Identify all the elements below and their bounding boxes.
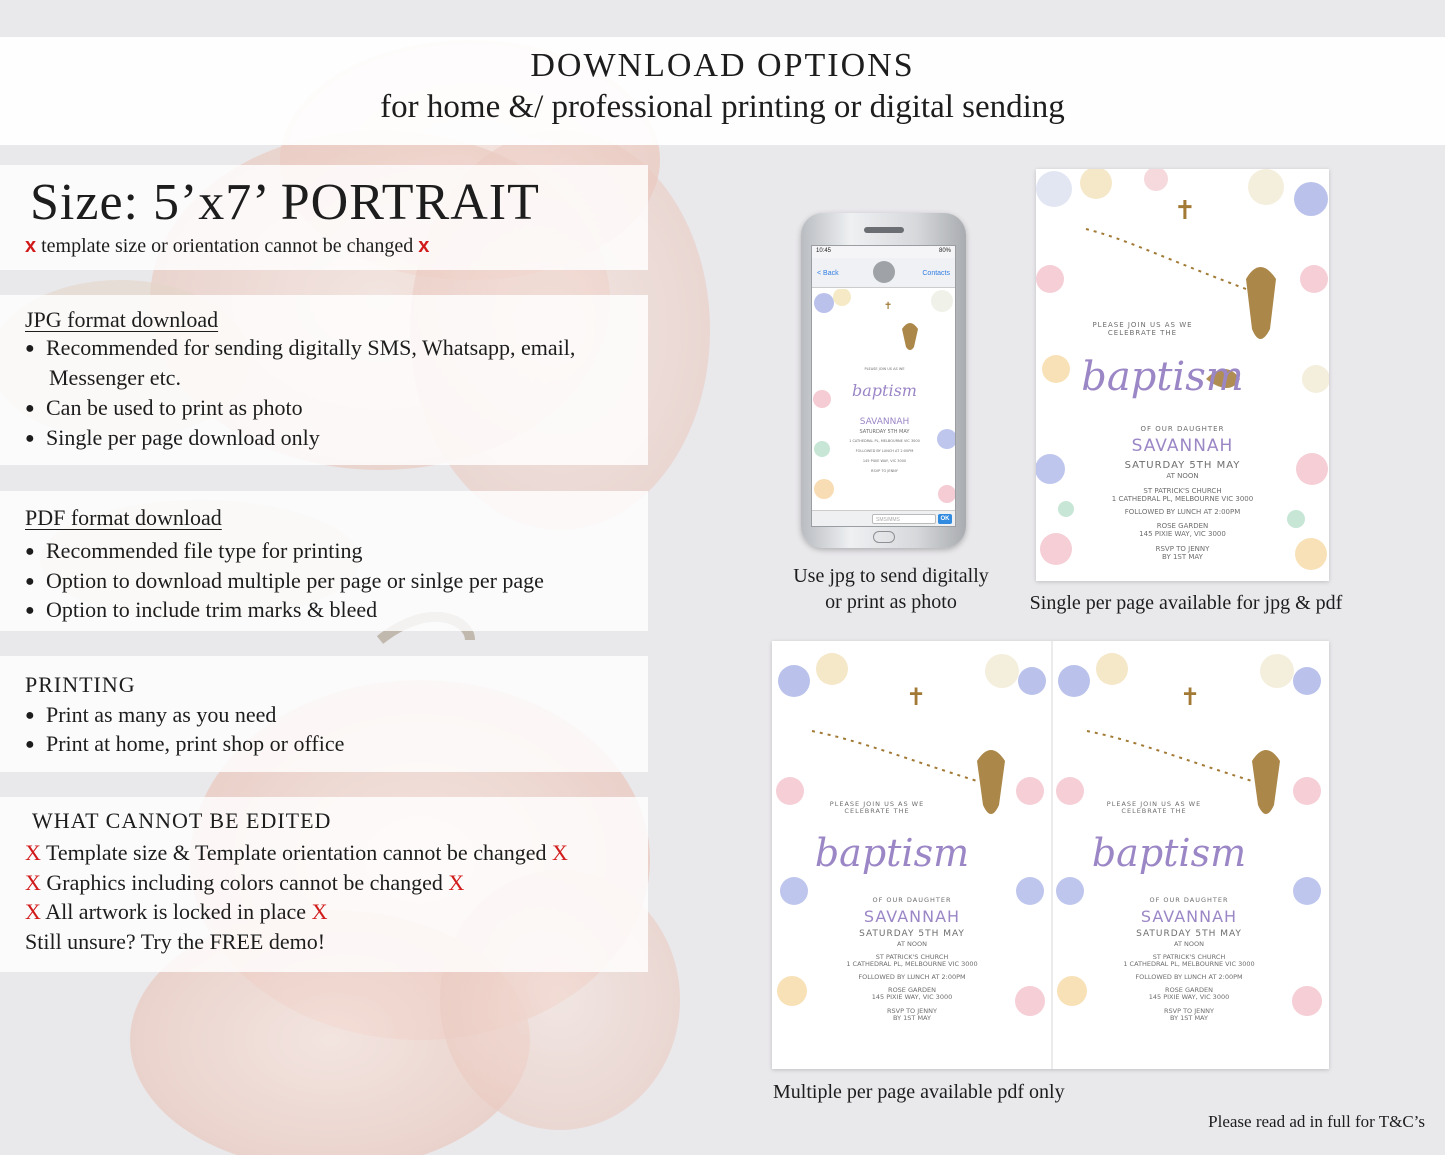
home-button	[873, 531, 895, 543]
single-caption: Single per page available for jpg & pdf	[1029, 592, 1343, 614]
message-input-bar	[812, 510, 955, 526]
jpg-heading: JPG format download	[25, 307, 219, 332]
list-item: ● Can be used to print as photo	[25, 395, 303, 420]
phone-speaker	[864, 227, 904, 233]
phone-caption-line2: or print as photo	[825, 591, 957, 613]
multiple-caption: Multiple per page available pdf only	[773, 1081, 1065, 1103]
list-item: Messenger etc.	[49, 365, 181, 390]
printing-panel	[0, 656, 648, 772]
pdf-heading: PDF format download	[25, 505, 222, 530]
list-item: ● Option to include trim marks & bleed	[25, 597, 378, 622]
invitation-intro-2: CELEBRATE THE	[1107, 329, 1178, 337]
svg-text:✝: ✝	[884, 301, 893, 312]
list-item: ● Single per page download only	[25, 425, 320, 450]
size-panel	[0, 165, 648, 270]
phone-invitation: ✝ PLEASE JOIN US AS WE baptism SAVANNAH SATURDAY 5TH MAY 1 CATHEDRAL PL, MELBOURNE VIC 3000 FOLLOWED BY LUNCH AT 2:00PM 145 PIXIE WAY, VIC 3000 RSVP TO JENNY	[812, 289, 956, 511]
red-x-mark: x	[25, 235, 37, 257]
pdf-panel	[0, 491, 648, 631]
jpg-panel	[0, 295, 648, 465]
list-item: X Graphics including colors cannot be changed X	[25, 870, 465, 895]
list-item: ● Print as many as you need	[25, 702, 277, 727]
invitation-copy-left: PLEASE JOIN US AS WE CELEBRATE THE baptism OF OUR DAUGHTER SAVANNAH SATURDAY 5TH MAY AT NOON ST PATRICK'S CHURCH 1 CATHEDRAL PL, MELBOURNE VIC 3000 FOLLOWED BY LUNCH AT 2:00PM ROSE GARDEN 145 PIXIE WAY, VIC 3000 RSVP TO JENNY BY 1ST MAY	[814, 800, 978, 1022]
message-input[interactable]: SMS/MMS	[872, 514, 936, 524]
invitation-name: SAVANNAH	[1131, 436, 1234, 456]
invitation-event: baptism	[1081, 354, 1244, 400]
avatar	[873, 261, 895, 283]
printing-heading: PRINTING	[25, 672, 136, 697]
svg-text:✝: ✝	[1180, 683, 1201, 711]
phone-mockup	[801, 213, 966, 548]
list-item: X Template size & Template orientation cannot be changed X	[25, 840, 568, 865]
send-button[interactable]: OK	[938, 514, 952, 524]
phone-screen	[811, 245, 956, 527]
message-nav-bar	[812, 258, 955, 288]
cannot-edit-heading: WHAT CANNOT BE EDITED	[32, 808, 332, 833]
header-subtitle: for home &/ professional printing or digital sending	[380, 89, 1065, 125]
single-invitation-card: ✝ PLEASE JOIN US AS WE CELEBRATE THE baptism OF OUR DAUGHTER SAVANNAH SATURDAY 5TH MAY AT NOON ST PATRICK'S CHURCH 1 CATHEDRAL PL, MELBOURNE VIC 3000 FOLLOWED BY LUNCH AT 2:00PM ROSE GARDEN 145 PIXIE WAY, VIC 3000 RSVP TO JENNY BY 1ST MAY	[1036, 169, 1329, 581]
invitation-event: baptism	[852, 381, 917, 400]
list-item: ● Option to download multiple per page or sinlge per page	[25, 568, 544, 593]
floral-border-image	[812, 289, 956, 511]
size-note: template size or orientation cannot be changed	[41, 235, 414, 257]
contacts-link[interactable]: Contacts	[922, 270, 950, 277]
status-bar: 10:45 80%	[812, 246, 955, 258]
svg-text:✝: ✝	[1174, 196, 1196, 226]
invitation-intro: PLEASE JOIN US AS WE	[1092, 321, 1193, 329]
header-banner	[0, 37, 1445, 145]
phone-caption-line1: Use jpg to send digitally	[793, 565, 989, 587]
svg-text:✝: ✝	[906, 683, 927, 711]
cannot-edit-panel	[0, 797, 648, 972]
list-item: ● Recommended file type for printing	[25, 538, 363, 563]
list-item: X All artwork is locked in place X	[25, 899, 328, 924]
demo-note: Still unsure? Try the FREE demo!	[25, 929, 326, 954]
header-title: DOWNLOAD OPTIONS	[530, 47, 915, 84]
terms-footnote: Please read ad in full for T&C’s	[1208, 1112, 1425, 1131]
size-title: Size: 5’x7’ PORTRAIT	[30, 174, 540, 231]
size-note-line	[25, 235, 429, 258]
invitation-copy-right: PLEASE JOIN US AS WE CELEBRATE THE baptism OF OUR DAUGHTER SAVANNAH SATURDAY 5TH MAY AT NOON ST PATRICK'S CHURCH 1 CATHEDRAL PL, MELBOURNE VIC 3000 FOLLOWED BY LUNCH AT 2:00PM ROSE GARDEN 145 PIXIE WAY, VIC 3000 RSVP TO JENNY BY 1ST MAY	[1091, 800, 1255, 1022]
list-item: ● Print at home, print shop or office	[25, 731, 345, 756]
multiple-invitation-sheet	[772, 641, 1329, 1069]
back-link[interactable]: < Back	[817, 270, 839, 277]
list-item: ● Recommended for sending digitally SMS, Whatsapp, email,	[25, 335, 576, 360]
red-x-mark: x	[418, 235, 430, 257]
